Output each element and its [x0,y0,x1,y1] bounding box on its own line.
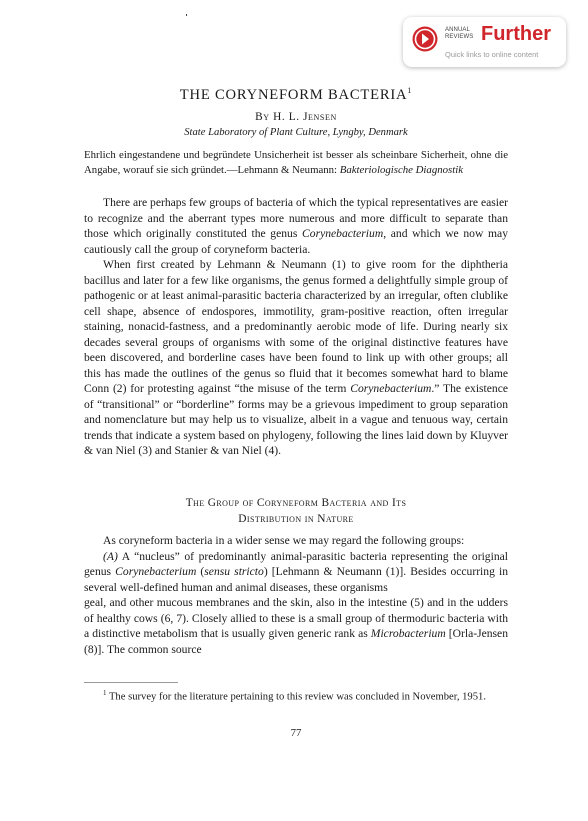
article-title-text: THE CORYNEFORM BACTERIA [179,86,408,103]
p4-text-c: ( [196,565,205,578]
body-block-1 [84,195,508,459]
further-brand: Further [481,23,551,45]
section-heading-line-2: Distribution in Nature [238,512,354,525]
author-line [84,111,508,123]
paragraph-continuation [84,595,508,657]
epigraph [84,148,508,178]
paragraph-groups: As coryneform bacteria in a wider sense we may regard the following groups: [103,534,465,547]
p4-text-e: ) [Lehmann & Neumann (1)]. Besides occurring in several well-defined human and animal diseases, these organisms [84,565,509,594]
group-a-label: (A) [103,549,118,563]
p1-genus: Corynebacterium [302,227,384,240]
p4-text-h: [Orla-Jensen (8)]. The common source [84,627,509,656]
author-prefix: By [255,111,270,123]
p4-microbacterium: Microbacterium [370,627,446,640]
p4-genus: Corynebacterium [115,565,197,578]
epigraph-text: Ehrlich eingestandene und begründete Unsicherheit ist besser als scheinbare Sicherheit, ohne die Angabe, worauf sie sich gründet.—Lehmann & Neumann: [84,149,508,176]
play-arrow-icon [412,26,438,52]
stray-mark [186,14,187,16]
section-heading-line-1: The Group of Coryneform Bacteria and Its [185,497,407,509]
paragraph-history [84,257,508,459]
paragraph-group-a [84,549,508,596]
page-number: 77 [290,727,302,739]
further-badge[interactable] [403,17,566,67]
paragraph-intro [84,195,508,257]
p1-text-a: There are perhaps few groups of bacteria of which the typical representatives are easier to recognize and the aberrant types more numerous and more difficult to separate than those which originally constituted the genus [84,196,508,240]
p2-text-a: When first created by Lehmann & Neumann (1) to give room for the diphtheria bacillus and later for a few like organisms, the genus formed a delightfully simple group of pathogenic or at least animal-parasitic bacteria characterized by an irregular, often clublike cell shape, absence of endospores, immotility, gram-positive reaction, often irregular staining, nonacid-fastness, and a predominantly aerobic mode of life. During nearly six decades several groups of organisms with some of the original distinctive features have been discovered, and borderline cases have been found to link up with other groups; all this has made the outlines of the genus so fluid that it becomes somewhat hard to blame Conn (2) for protesting against “the misuse of the term [84,258,508,395]
p4-text-f: geal, and other mucous membranes and the skin, also in the intestine (5) and in the udders of healthy cows (6, 7). Closely allied to these is a small group of thermoduric bacteria with a distinctive metabolism that is usually given generic rank as [84,596,508,640]
p4-text-a: A “nucleus” of predominantly animal-parasitic bacteria representing the original genus [84,549,508,578]
footnote-mark: 1 [103,689,107,697]
footnote-divider [84,682,178,683]
affiliation: State Laboratory of Plant Culture, Lyngby, Denmark [184,127,408,138]
badge-subtitle: Quick links to online content [445,50,539,59]
publisher-line-2: REVIEWS [445,33,474,40]
p1-text-c: , and which we now may cautiously call the group of coryneform bacteria. [84,227,508,256]
article-title [84,86,508,104]
footnote [84,686,508,705]
publisher-name [445,27,479,40]
p2-genus: Corynebacterium [350,382,432,395]
footnote-text: The survey for the literature pertaining to this review was concluded in November, 1951. [106,691,486,703]
p2-text-c: .” The existence of “transitional” or “borderline” forms may be a grievous impediment to group separation and nomenclature but may help us to visualize, albeit in a vague and tenuous way, certain trends that indicate a system based on phylogeny, following the lines laid down by Kluyver & van Niel (3) and Stanier & van Niel (4). [84,382,509,457]
author-name: H. L. Jensen [273,111,337,123]
section-heading [84,496,508,527]
body-block-2 [84,533,508,657]
p4-sensu-stricto: sensu stricto [204,565,264,578]
epigraph-source: Bakteriologische Diagnostik [339,164,464,176]
title-footnote-mark: 1 [407,86,413,95]
publisher-line-1: ANNUAL [445,27,470,33]
